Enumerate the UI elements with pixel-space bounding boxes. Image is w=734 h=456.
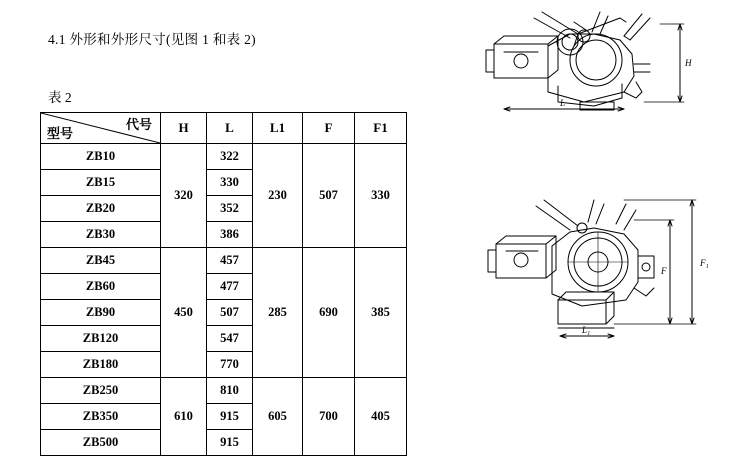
valve-actuator-top-view-svg [474,6,724,116]
valve-actuator-bottom-view-svg [474,196,724,356]
dimensions-table [40,112,407,456]
value-l: 915 [207,404,253,430]
model-label: ZB500 [41,430,161,456]
model-label: ZB20 [41,196,161,222]
value-l1: 605 [253,378,303,456]
column-header-f: F [303,113,355,144]
table-row [41,378,407,404]
value-l: 322 [207,144,253,170]
value-l1: 230 [253,144,303,248]
value-f: 507 [303,144,355,248]
value-l: 810 [207,378,253,404]
figure-valve-actuator-top-view [474,6,724,116]
column-header-f1: F1 [355,113,407,144]
dimension-label-L1: L₁ [582,325,591,335]
dimension-label-F1: F₁ [700,258,709,268]
table-row [41,144,407,170]
dimension-label-L: L [560,98,566,108]
column-header-l: L [207,113,253,144]
value-f1: 385 [355,248,407,378]
model-label: ZB250 [41,378,161,404]
column-header-h: H [161,113,207,144]
value-l: 770 [207,352,253,378]
model-label: ZB350 [41,404,161,430]
section-title: 4.1 外形和外形尺寸(见图 1 和表 2) [48,32,256,47]
model-label: ZB90 [41,300,161,326]
corner-header-col-label: 代号 [125,117,152,132]
value-l: 330 [207,170,253,196]
value-f1: 330 [355,144,407,248]
value-l: 457 [207,248,253,274]
value-l: 507 [207,300,253,326]
value-l: 352 [207,196,253,222]
value-f: 690 [303,248,355,378]
table-row [41,248,407,274]
value-f1: 405 [355,378,407,456]
model-label: ZB60 [41,274,161,300]
value-l: 386 [207,222,253,248]
value-h: 610 [161,378,207,456]
dimension-label-H: H [685,58,692,68]
table-caption: 表 2 [48,90,72,105]
figure-valve-actuator-bottom-view [474,196,724,356]
value-h: 450 [161,248,207,378]
value-l: 915 [207,430,253,456]
column-header-l1: L1 [253,113,303,144]
value-h: 320 [161,144,207,248]
model-label: ZB120 [41,326,161,352]
model-label: ZB15 [41,170,161,196]
model-label: ZB10 [41,144,161,170]
corner-header-cell [41,113,161,144]
value-l1: 285 [253,248,303,378]
model-label: ZB30 [41,222,161,248]
model-label: ZB180 [41,352,161,378]
value-l: 547 [207,326,253,352]
corner-header-row-label: 型号 [47,126,74,141]
model-label: ZB45 [41,248,161,274]
dimension-label-F: F [661,266,667,276]
table-header-row [41,113,407,144]
value-f: 700 [303,378,355,456]
value-l: 477 [207,274,253,300]
